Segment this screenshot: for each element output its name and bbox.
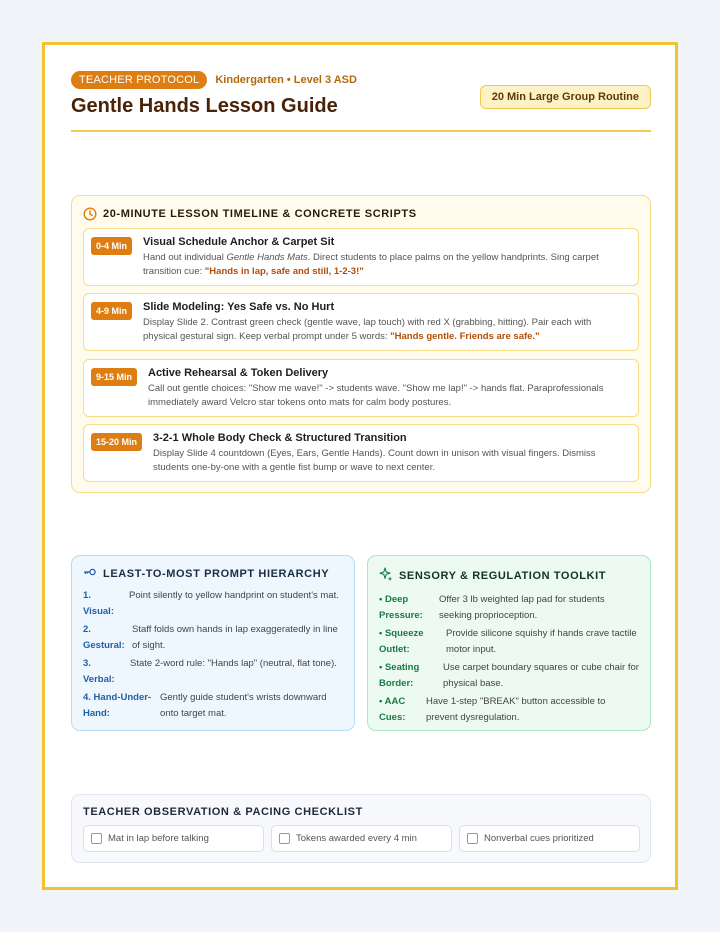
script-quote: "Hands gentle. Friends are safe."	[390, 331, 540, 342]
checkbox[interactable]	[279, 833, 290, 844]
toolkit-row	[379, 660, 639, 691]
checkbox[interactable]	[91, 833, 102, 844]
toolkit-text: Use carpet boundary squares or cube chair for physical base.	[443, 662, 639, 689]
toolkit-label: • Seating Border:	[379, 662, 420, 689]
prompt-row	[83, 588, 343, 619]
checklist-item[interactable]	[271, 825, 452, 852]
checklist-item[interactable]	[459, 825, 640, 852]
toolkit-label: • Squeeze Outlet:	[379, 628, 424, 655]
step-time-badge: 4-9 Min	[91, 302, 132, 320]
pacing-checklist	[71, 794, 651, 863]
prompt-row	[83, 622, 343, 653]
step-title: Visual Schedule Anchor & Carpet Sit	[143, 236, 335, 248]
protocol-badge: TEACHER PROTOCOL	[71, 71, 207, 89]
step-time-badge: 0-4 Min	[91, 237, 132, 255]
step-title: Active Rehearsal & Token Delivery	[148, 367, 329, 379]
checklist-item[interactable]	[83, 825, 264, 852]
step-time-badge: 15-20 Min	[91, 433, 142, 451]
sensory-toolkit-card	[367, 555, 651, 731]
timeline-step	[83, 293, 639, 351]
toolkit-label: • Deep Pressure:	[379, 594, 423, 621]
checklist-item-label: Mat in lap before talking	[108, 833, 209, 844]
timeline-step	[83, 424, 639, 482]
step-description: Call out gentle choices: "Show me wave!" -> students wave. "Show me lap!" -> hands flat. Paraprofessionals immediately award Velcro star tokens onto mats for calm body postures.	[148, 383, 604, 408]
prompt-level-text: Gently guide student's wrists downward onto target mat.	[160, 692, 327, 719]
step-description: Display Slide 4 countdown (Eyes, Ears, Gentle Hands). Count down in unison with visual fingers. Dismiss students one-by-one with a gentle fist bump or wave to next center.	[153, 448, 596, 473]
step-time-badge: 9-15 Min	[91, 368, 137, 386]
checklist-item-label: Nonverbal cues prioritized	[484, 833, 594, 844]
prompt-level-label: 1. Visual:	[83, 590, 114, 617]
prompt-level-text: Staff folds own hands in lap exaggeratedly in line of sight.	[132, 624, 338, 651]
sensory-toolkit-heading	[379, 567, 639, 584]
toolkit-text: Provide silicone squishy if hands crave tactile motor input.	[446, 628, 637, 655]
key-icon	[83, 567, 97, 580]
checklist-title: TEACHER OBSERVATION & PACING CHECKLIST	[83, 806, 363, 818]
step-description: Display Slide 2. Contrast green check (gentle wave, lap touch) with red X (grabbing, hitting). Pair each with physical gestural sign. Keep verbal prompt under 5 words: "Hands gentle. Friends are safe."	[143, 317, 592, 342]
toolkit-label: • AAC Cues:	[379, 696, 406, 723]
lesson-guide-page	[42, 42, 678, 890]
timeline-heading	[83, 207, 417, 221]
toolkit-row	[379, 694, 639, 725]
step-description: Hand out individual Gentle Hands Mats. Direct students to place palms on the yellow handprints. Sing carpet transition cue: "Hands in lap, safe and still, 1-2-3!"	[143, 252, 599, 277]
sparkle-icon	[379, 567, 393, 584]
step-title: 3-2-1 Whole Body Check & Structured Transition	[153, 432, 407, 444]
toolkit-row	[379, 592, 639, 623]
checkbox[interactable]	[467, 833, 478, 844]
prompt-row	[83, 656, 343, 687]
prompt-hierarchy-title: LEAST-TO-MOST PROMPT HIERARCHY	[103, 567, 330, 580]
toolkit-text: Offer 3 lb weighted lap pad for students seeking proprioception.	[439, 594, 605, 621]
header	[71, 71, 651, 118]
routine-badge: 20 Min Large Group Routine	[480, 85, 651, 109]
prompt-level-text: State 2-word rule: "Hands lap" (neutral, flat tone).	[130, 658, 337, 669]
prompt-row	[83, 690, 343, 721]
sensory-toolkit-title: SENSORY & REGULATION TOOLKIT	[399, 569, 607, 582]
clock-icon	[83, 207, 97, 221]
prompt-hierarchy-heading	[83, 567, 343, 580]
prompt-level-label: 3. Verbal:	[83, 658, 115, 685]
prompt-level-label: 2. Gestural:	[83, 624, 125, 651]
page-title: Gentle Hands Lesson Guide	[71, 95, 338, 117]
timeline-step	[83, 228, 639, 286]
prompt-hierarchy-card	[71, 555, 355, 731]
toolkit-text: Have 1-step "BREAK" button accessible to prevent dysregulation.	[426, 696, 606, 723]
step-title: Slide Modeling: Yes Safe vs. No Hurt	[143, 301, 335, 313]
checklist-item-label: Tokens awarded every 4 min	[296, 833, 417, 844]
mat-name: Gentle Hands Mats	[226, 252, 308, 263]
lesson-timeline	[71, 195, 651, 493]
toolkit-row	[379, 626, 639, 657]
prompt-level-label: 4. Hand-Under-Hand:	[83, 692, 152, 719]
prompt-level-text: Point silently to yellow handprint on student's mat.	[129, 590, 339, 601]
timeline-title: 20-MINUTE LESSON TIMELINE & CONCRETE SCRIPTS	[103, 208, 417, 220]
script-quote: "Hands in lap, safe and still, 1-2-3!"	[204, 266, 364, 277]
grade-level-label: Kindergarten • Level 3 ASD	[215, 74, 357, 86]
header-divider	[71, 130, 651, 132]
timeline-step	[83, 359, 639, 417]
